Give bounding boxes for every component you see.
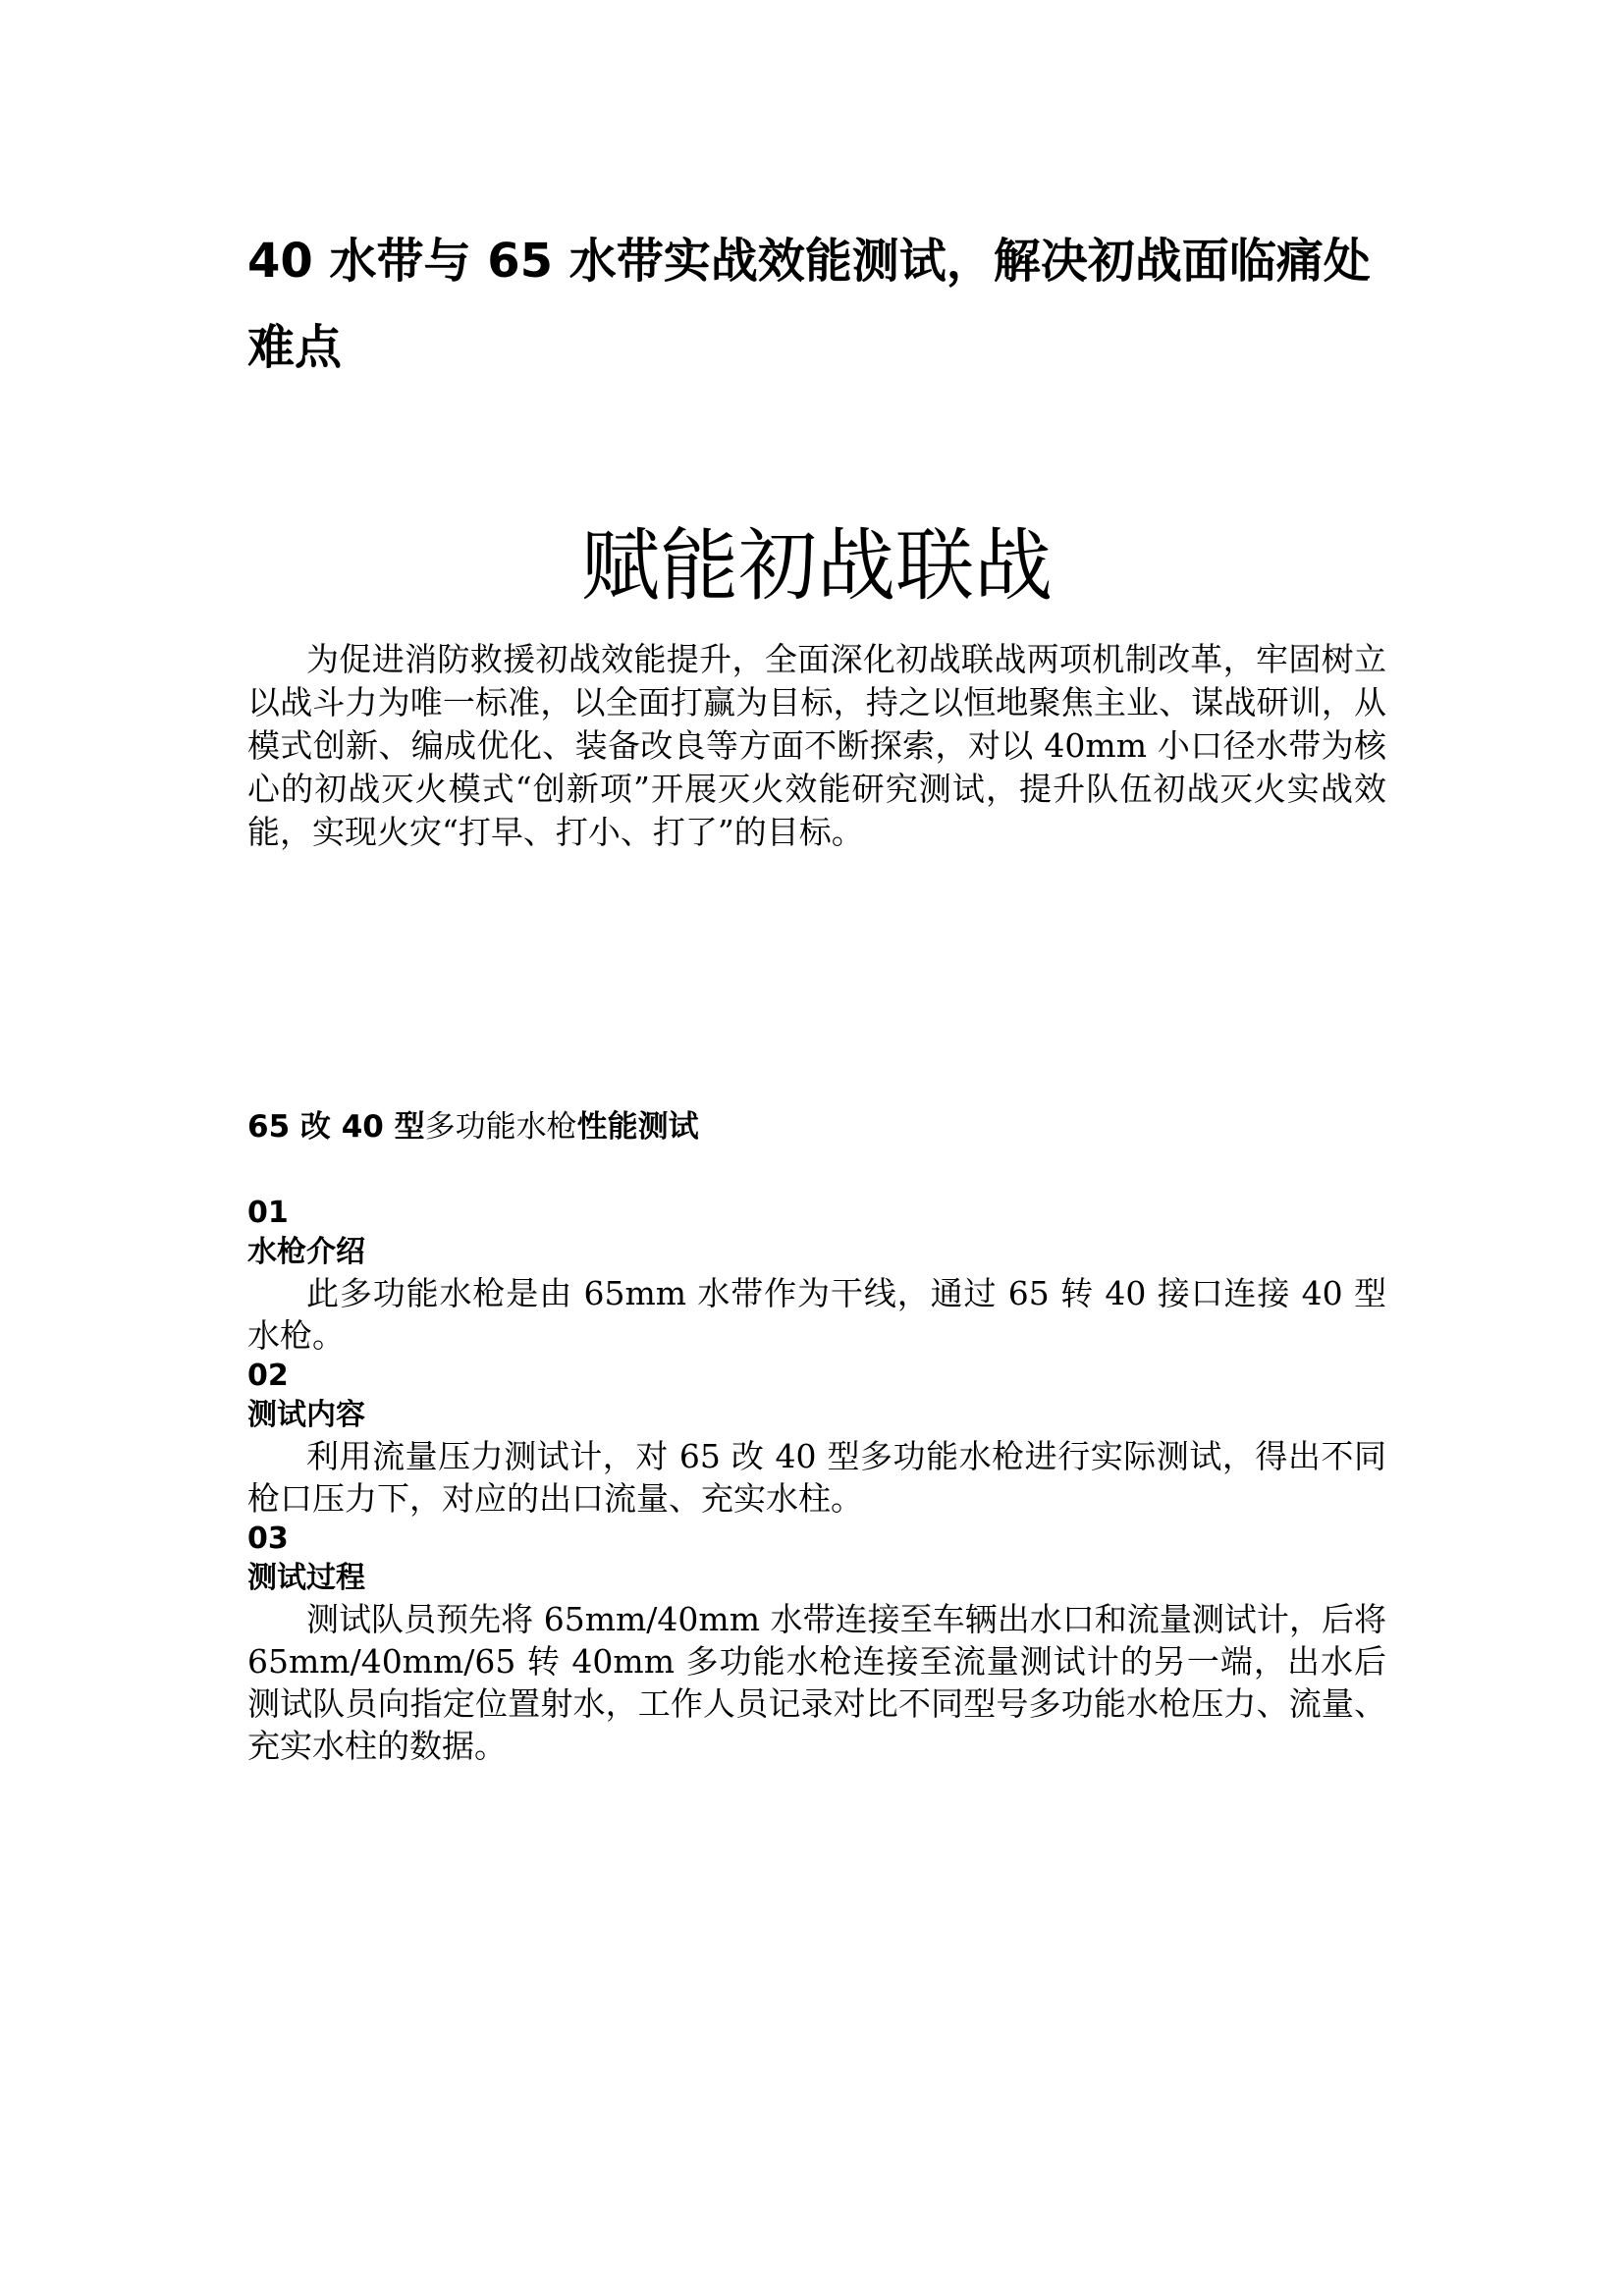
section-heading [247, 1105, 699, 1148]
item-text: 测试队员预先将 65mm/40mm 水带连接至车辆出水口和流量测试计，后将 65mm/40mm/65 转 40mm 多功能水枪连接至流量测试计的另一端，出水后测试队员向指定位置射水，工作人员记录对比不同型号多功能水枪压力、流量、充实水柱的数据。 [247, 1600, 1386, 1765]
item-number: 03 [247, 1522, 289, 1556]
item-title: 测试过程 [247, 1561, 365, 1595]
item-number: 01 [247, 1196, 289, 1230]
document-title: 40 水带与 65 水带实战效能测试，解决初战面临痛处难点 [247, 234, 1371, 375]
list-item [247, 1520, 1386, 1767]
item-title: 测试内容 [247, 1398, 365, 1432]
list-item [247, 1194, 1386, 1357]
list-item [247, 1357, 1386, 1520]
headline: 赋能初战联战 [581, 520, 1053, 612]
section-heading-part2: 多功能水枪 [424, 1109, 577, 1145]
item-number: 02 [247, 1359, 289, 1393]
section-heading-part1: 65 改 40 型 [247, 1109, 425, 1145]
item-text: 利用流量压力测试计，对 65 改 40 型多功能水枪进行实际测试，得出不同枪口压力下，对应的出口流量、充实水柱。 [247, 1437, 1386, 1518]
intro-paragraph: 为促进消防救援初战效能提升，全面深化初战联战两项机制改革，牢固树立以战斗力为唯一标准，以全面打赢为目标，持之以恒地聚焦主业、谋战研训，从模式创新、编成优化、装备改良等方面不断探索，对以 40mm 小口径水带为核心的初战灭火模式“创新项”开展灭火效能研究测试，提升队伍初战灭火实战效能，实现火灾“打早、打小、打了”的目标。 [247, 640, 1386, 851]
item-list [247, 1194, 1386, 1767]
document-content [247, 218, 1386, 1765]
item-title: 水枪介绍 [247, 1235, 365, 1269]
section-heading-part3: 性能测试 [576, 1109, 699, 1145]
item-text: 此多功能水枪是由 65mm 水带作为干线，通过 65 转 40 接口连接 40 型水枪。 [247, 1274, 1386, 1355]
